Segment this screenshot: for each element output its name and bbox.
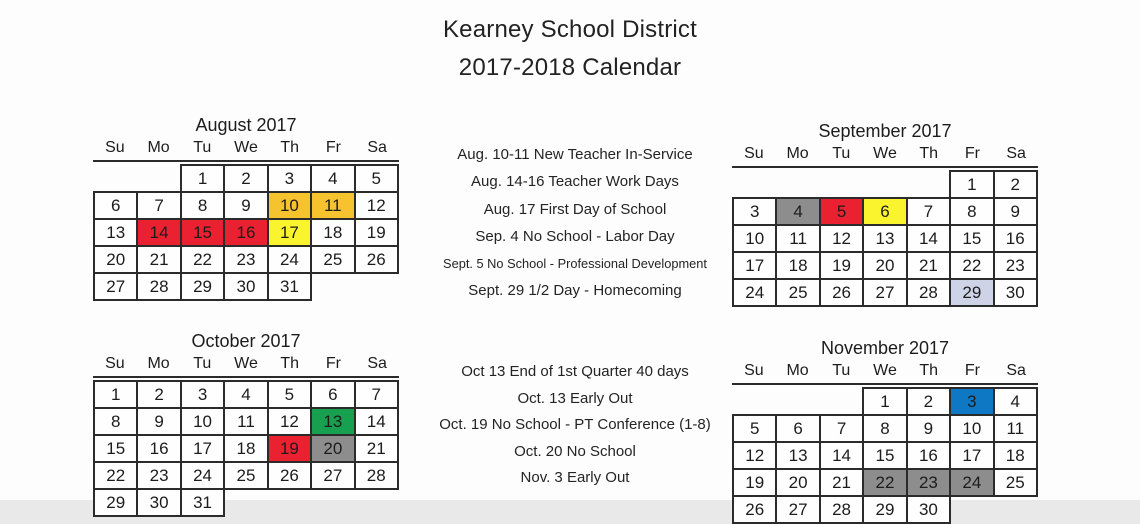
day-cell: 5 xyxy=(820,198,863,225)
blank-cell xyxy=(311,273,354,300)
day-cell: 23 xyxy=(907,469,950,496)
blank-cell xyxy=(776,388,819,415)
day-cell: 18 xyxy=(776,252,819,279)
weekday-label: We xyxy=(234,139,258,156)
weekday-header-row xyxy=(732,361,1038,385)
month-august xyxy=(93,112,399,301)
blank-cell xyxy=(355,489,398,516)
weekday-label: Th xyxy=(280,355,300,372)
weekday-label: Th xyxy=(280,139,300,156)
weekday-label: Mo xyxy=(147,355,170,372)
day-cell: 17 xyxy=(950,442,993,469)
day-cell: 18 xyxy=(311,219,354,246)
day-cell: 26 xyxy=(820,279,863,306)
august-september-events xyxy=(410,141,740,305)
weekday-label: Tu xyxy=(193,139,212,156)
day-cell: 27 xyxy=(776,496,819,523)
day-cell: 9 xyxy=(224,192,267,219)
day-cell: 24 xyxy=(950,469,993,496)
week-row xyxy=(733,198,1037,225)
day-cell: 21 xyxy=(355,435,398,462)
blank-cell xyxy=(137,165,180,192)
day-cell: 29 xyxy=(181,273,224,300)
day-cell: 24 xyxy=(181,462,224,489)
weekday-label: Mo xyxy=(786,145,809,162)
weekday-label: Th xyxy=(919,145,939,162)
day-cell: 29 xyxy=(950,279,993,306)
week-row xyxy=(733,442,1037,469)
day-cell: 11 xyxy=(311,192,354,219)
day-cell: 1 xyxy=(950,171,993,198)
day-cell: 12 xyxy=(355,192,398,219)
day-cell: 8 xyxy=(94,408,137,435)
day-cell: 12 xyxy=(820,225,863,252)
week-row xyxy=(94,273,398,300)
day-cell: 8 xyxy=(950,198,993,225)
day-cell: 17 xyxy=(268,219,311,246)
day-cell: 17 xyxy=(733,252,776,279)
day-cell: 4 xyxy=(311,165,354,192)
day-cell: 16 xyxy=(224,219,267,246)
weekday-label: Mo xyxy=(786,362,809,379)
day-cell: 20 xyxy=(94,246,137,273)
day-cell: 28 xyxy=(355,462,398,489)
day-cell: 27 xyxy=(94,273,137,300)
day-cell: 11 xyxy=(776,225,819,252)
day-cell: 15 xyxy=(94,435,137,462)
blank-cell xyxy=(863,171,906,198)
day-cell: 22 xyxy=(950,252,993,279)
day-cell: 15 xyxy=(181,219,224,246)
weekday-label: Fr xyxy=(325,355,341,372)
day-cell: 26 xyxy=(355,246,398,273)
day-cell: 30 xyxy=(137,489,180,516)
month-title: November 2017 xyxy=(820,338,950,358)
document-title xyxy=(0,11,1140,87)
day-cell: 15 xyxy=(863,442,906,469)
day-cell: 2 xyxy=(224,165,267,192)
weekday-header-row xyxy=(93,354,399,378)
day-cell: 9 xyxy=(137,408,180,435)
day-cell: 25 xyxy=(994,469,1037,496)
event-note: Oct. 19 No School - PT Conference (1-8) xyxy=(439,416,711,434)
event-note: Sept. 5 No School - Professional Development xyxy=(443,256,707,272)
week-row xyxy=(94,192,398,219)
day-cell: 21 xyxy=(907,252,950,279)
weekday-label: Su xyxy=(744,145,764,162)
day-cell: 19 xyxy=(268,435,311,462)
blank-cell xyxy=(820,388,863,415)
blank-cell xyxy=(994,496,1037,523)
day-cell: 20 xyxy=(863,252,906,279)
day-cell: 13 xyxy=(311,408,354,435)
blank-cell xyxy=(355,273,398,300)
week-row xyxy=(733,496,1037,523)
day-cell: 13 xyxy=(94,219,137,246)
weekday-label: Fr xyxy=(964,362,980,379)
week-row xyxy=(94,246,398,273)
district-name: Kearney School District xyxy=(442,16,698,43)
week-row xyxy=(733,388,1037,415)
day-cell: 1 xyxy=(181,165,224,192)
day-cell: 16 xyxy=(907,442,950,469)
day-cell: 30 xyxy=(907,496,950,523)
weekday-label: Tu xyxy=(193,355,212,372)
day-cell: 25 xyxy=(776,279,819,306)
day-cell: 25 xyxy=(311,246,354,273)
event-note: Aug. 17 First Day of School xyxy=(483,200,667,218)
event-note: Oct 13 End of 1st Quarter 40 days xyxy=(461,363,689,380)
day-cell: 12 xyxy=(268,408,311,435)
weekday-label: Sa xyxy=(367,139,387,156)
month-october xyxy=(93,328,399,517)
day-cell: 21 xyxy=(137,246,180,273)
day-cell: 28 xyxy=(137,273,180,300)
day-cell: 27 xyxy=(863,279,906,306)
day-cell: 5 xyxy=(268,381,311,408)
day-cell: 25 xyxy=(224,462,267,489)
blank-cell xyxy=(950,496,993,523)
day-cell: 7 xyxy=(137,192,180,219)
day-cell: 10 xyxy=(268,192,311,219)
day-cell: 18 xyxy=(994,442,1037,469)
weekday-label: Su xyxy=(105,355,125,372)
weekday-label: Sa xyxy=(1006,362,1026,379)
blank-cell xyxy=(907,171,950,198)
day-cell: 4 xyxy=(994,388,1037,415)
day-cell: 7 xyxy=(820,415,863,442)
day-cell: 28 xyxy=(820,496,863,523)
week-row xyxy=(733,415,1037,442)
day-cell: 10 xyxy=(733,225,776,252)
day-cell: 5 xyxy=(733,415,776,442)
day-cell: 5 xyxy=(355,165,398,192)
day-cell: 16 xyxy=(994,225,1037,252)
event-note: Aug. 14-16 Teacher Work Days xyxy=(471,173,679,191)
day-cell: 1 xyxy=(94,381,137,408)
weekday-header-row xyxy=(93,138,399,162)
weekday-label: Tu xyxy=(832,145,851,162)
event-note: Nov. 3 Early Out xyxy=(520,469,630,487)
event-note: Oct. 13 Early Out xyxy=(517,389,633,407)
day-cell: 3 xyxy=(733,198,776,225)
day-cell: 8 xyxy=(181,192,224,219)
day-cell: 19 xyxy=(820,252,863,279)
blank-cell xyxy=(268,489,311,516)
day-cell: 18 xyxy=(224,435,267,462)
month-grid xyxy=(93,380,399,517)
day-cell: 23 xyxy=(994,252,1037,279)
day-cell: 30 xyxy=(994,279,1037,306)
calendar-year: 2017-2018 Calendar xyxy=(458,54,682,81)
day-cell: 30 xyxy=(224,273,267,300)
month-november xyxy=(732,335,1038,524)
day-cell: 14 xyxy=(355,408,398,435)
weekday-label: Sa xyxy=(1006,145,1026,162)
day-cell: 6 xyxy=(311,381,354,408)
month-grid xyxy=(732,387,1038,524)
day-cell: 15 xyxy=(950,225,993,252)
day-cell: 10 xyxy=(181,408,224,435)
day-cell: 2 xyxy=(907,388,950,415)
day-cell: 17 xyxy=(181,435,224,462)
week-row xyxy=(94,462,398,489)
day-cell: 6 xyxy=(94,192,137,219)
weekday-label: We xyxy=(873,145,897,162)
day-cell: 28 xyxy=(907,279,950,306)
day-cell: 31 xyxy=(268,273,311,300)
week-row xyxy=(94,219,398,246)
day-cell: 9 xyxy=(994,198,1037,225)
blank-cell xyxy=(776,171,819,198)
weekday-label: We xyxy=(234,355,258,372)
day-cell: 31 xyxy=(181,489,224,516)
week-row xyxy=(94,381,398,408)
week-row xyxy=(94,489,398,516)
month-september xyxy=(732,118,1038,307)
day-cell: 14 xyxy=(137,219,180,246)
day-cell: 19 xyxy=(733,469,776,496)
weekday-header-row xyxy=(732,144,1038,168)
day-cell: 29 xyxy=(94,489,137,516)
day-cell: 26 xyxy=(268,462,311,489)
weekday-label: Tu xyxy=(832,362,851,379)
day-cell: 3 xyxy=(950,388,993,415)
week-row xyxy=(733,252,1037,279)
day-cell: 23 xyxy=(137,462,180,489)
blank-cell xyxy=(224,489,267,516)
week-row xyxy=(94,165,398,192)
weekday-label: We xyxy=(873,362,897,379)
october-november-events xyxy=(410,359,740,492)
day-cell: 11 xyxy=(994,415,1037,442)
day-cell: 29 xyxy=(863,496,906,523)
day-cell: 13 xyxy=(776,442,819,469)
month-title: September 2017 xyxy=(818,121,952,141)
day-cell: 11 xyxy=(224,408,267,435)
day-cell: 14 xyxy=(907,225,950,252)
day-cell: 9 xyxy=(907,415,950,442)
weekday-label: Sa xyxy=(367,355,387,372)
blank-cell xyxy=(311,489,354,516)
day-cell: 6 xyxy=(863,198,906,225)
day-cell: 27 xyxy=(311,462,354,489)
day-cell: 22 xyxy=(94,462,137,489)
day-cell: 6 xyxy=(776,415,819,442)
day-cell: 4 xyxy=(776,198,819,225)
blank-cell xyxy=(820,171,863,198)
month-title: August 2017 xyxy=(195,115,297,135)
event-note: Oct. 20 No School xyxy=(514,442,636,460)
day-cell: 24 xyxy=(733,279,776,306)
day-cell: 10 xyxy=(950,415,993,442)
day-cell: 3 xyxy=(268,165,311,192)
event-note: Sept. 29 1/2 Day - Homecoming xyxy=(468,282,682,300)
blank-cell xyxy=(94,165,137,192)
day-cell: 20 xyxy=(776,469,819,496)
month-grid xyxy=(93,164,399,301)
day-cell: 14 xyxy=(820,442,863,469)
day-cell: 22 xyxy=(863,469,906,496)
day-cell: 2 xyxy=(994,171,1037,198)
day-cell: 22 xyxy=(181,246,224,273)
day-cell: 3 xyxy=(181,381,224,408)
weekday-label: Th xyxy=(919,362,939,379)
week-row xyxy=(733,279,1037,306)
week-row xyxy=(733,171,1037,198)
day-cell: 16 xyxy=(137,435,180,462)
day-cell: 7 xyxy=(907,198,950,225)
weekday-label: Su xyxy=(744,362,764,379)
day-cell: 26 xyxy=(733,496,776,523)
week-row xyxy=(94,435,398,462)
week-row xyxy=(733,469,1037,496)
weekday-label: Fr xyxy=(325,139,341,156)
weekday-label: Su xyxy=(105,139,125,156)
day-cell: 8 xyxy=(863,415,906,442)
weekday-label: Mo xyxy=(147,139,170,156)
day-cell: 7 xyxy=(355,381,398,408)
day-cell: 1 xyxy=(863,388,906,415)
event-note: Sep. 4 No School - Labor Day xyxy=(475,227,675,245)
day-cell: 13 xyxy=(863,225,906,252)
month-title: October 2017 xyxy=(191,331,301,351)
day-cell: 2 xyxy=(137,381,180,408)
day-cell: 4 xyxy=(224,381,267,408)
day-cell: 24 xyxy=(268,246,311,273)
day-cell: 21 xyxy=(820,469,863,496)
day-cell: 20 xyxy=(311,435,354,462)
day-cell: 19 xyxy=(355,219,398,246)
weekday-label: Fr xyxy=(964,145,980,162)
week-row xyxy=(94,408,398,435)
day-cell: 12 xyxy=(733,442,776,469)
day-cell: 23 xyxy=(224,246,267,273)
month-grid xyxy=(732,170,1038,307)
event-note: Aug. 10-11 New Teacher In-Service xyxy=(457,146,693,163)
week-row xyxy=(733,225,1037,252)
